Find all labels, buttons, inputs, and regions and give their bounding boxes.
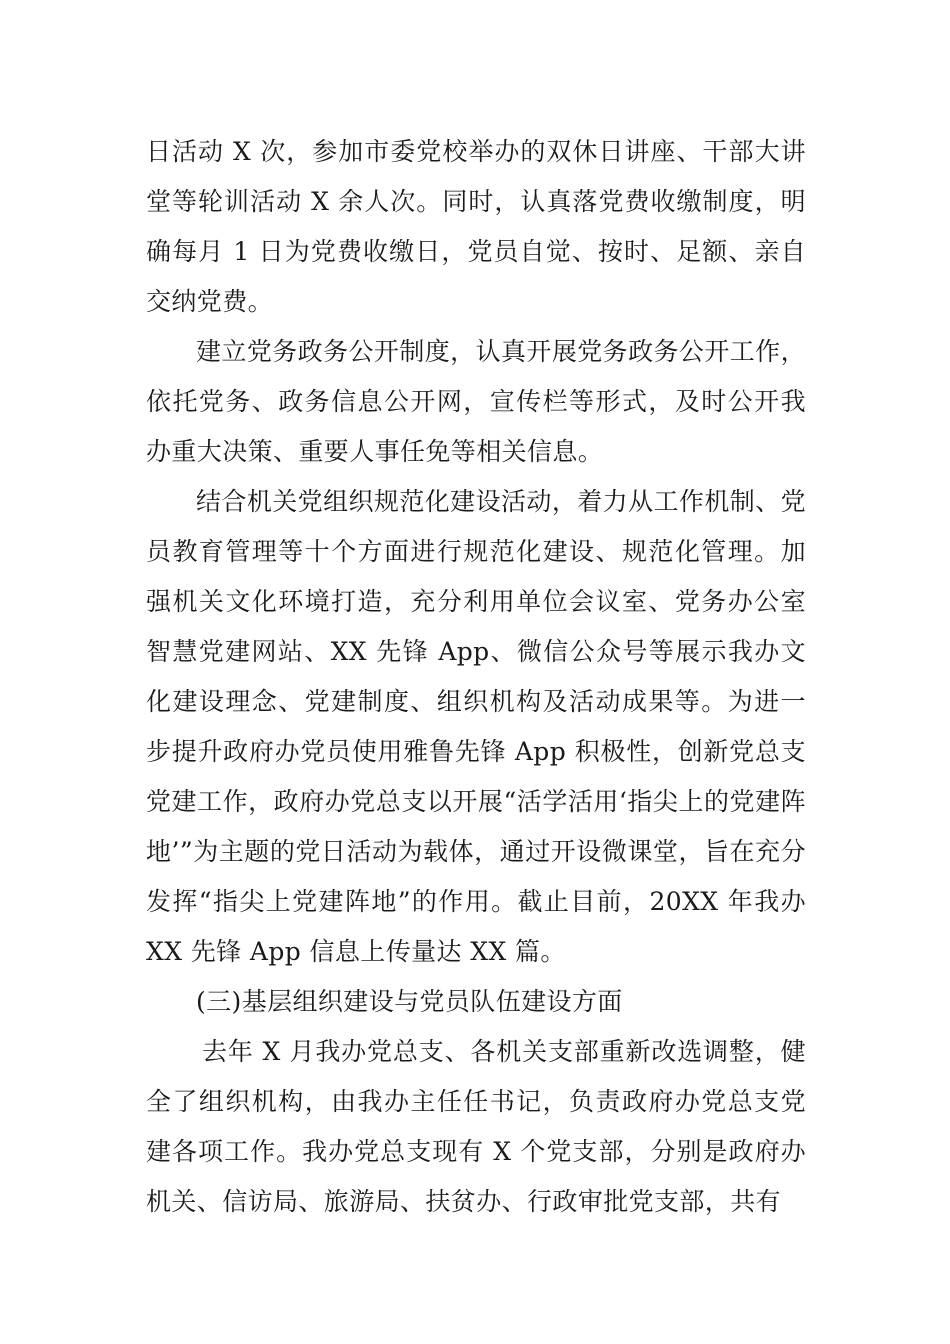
paragraph-organization: 去年 X 月我办党总支、各机关支部重新改选调整，健全了组织机构，由我办主任任书记，负责政府办党总支党建各项工作。我办党总支现有 X 个党支部，分别是政府办机关、信访局、旅游局、扶贫办、行政审批党支部，共有 — [146, 1037, 806, 1216]
section-heading-grassroots: (三)基层组织建设与党员队伍建设方面 — [196, 987, 623, 1016]
document-body — [146, 127, 806, 1227]
paragraph-standardization: 结合机关党组织规范化建设活动，着力从工作机制、党员教育管理等十个方面进行规范化建设、规范化管理。加强机关文化环境打造，充分利用单位会议室、党务办公室智慧党建网站、XX 先锋 App、微信公众号等展示我办文化建设理念、党建制度、组织机构及活动成果等。为进一步提升政府办党员使用雅鲁先锋 App 积极性，创新党总支党建工作，政府办党总支以开展“活学活用‘指尖上的党建阵地’”为主题的党日活动为载体，通过开设微课堂，旨在充分发挥“指尖上党建阵地”的作用。截止目前，20XX 年我办 XX 先锋 App 信息上传量达 XX 篇。 — [146, 487, 806, 966]
paragraph-party-activities: 日活动 X 次，参加市委党校举办的双休日讲座、干部大讲堂等轮训活动 X 余人次。同时，认真落党费收缴制度，明确每月 1 日为党费收缴日，党员自觉、按时、足额、亲自交纳党费。 — [146, 137, 806, 316]
paragraph-open-affairs: 建立党务政务公开制度，认真开展党务政务公开工作，依托党务、政务信息公开网，宣传栏等形式，及时公开我办重大决策、重要人事任免等相关信息。 — [146, 337, 806, 466]
